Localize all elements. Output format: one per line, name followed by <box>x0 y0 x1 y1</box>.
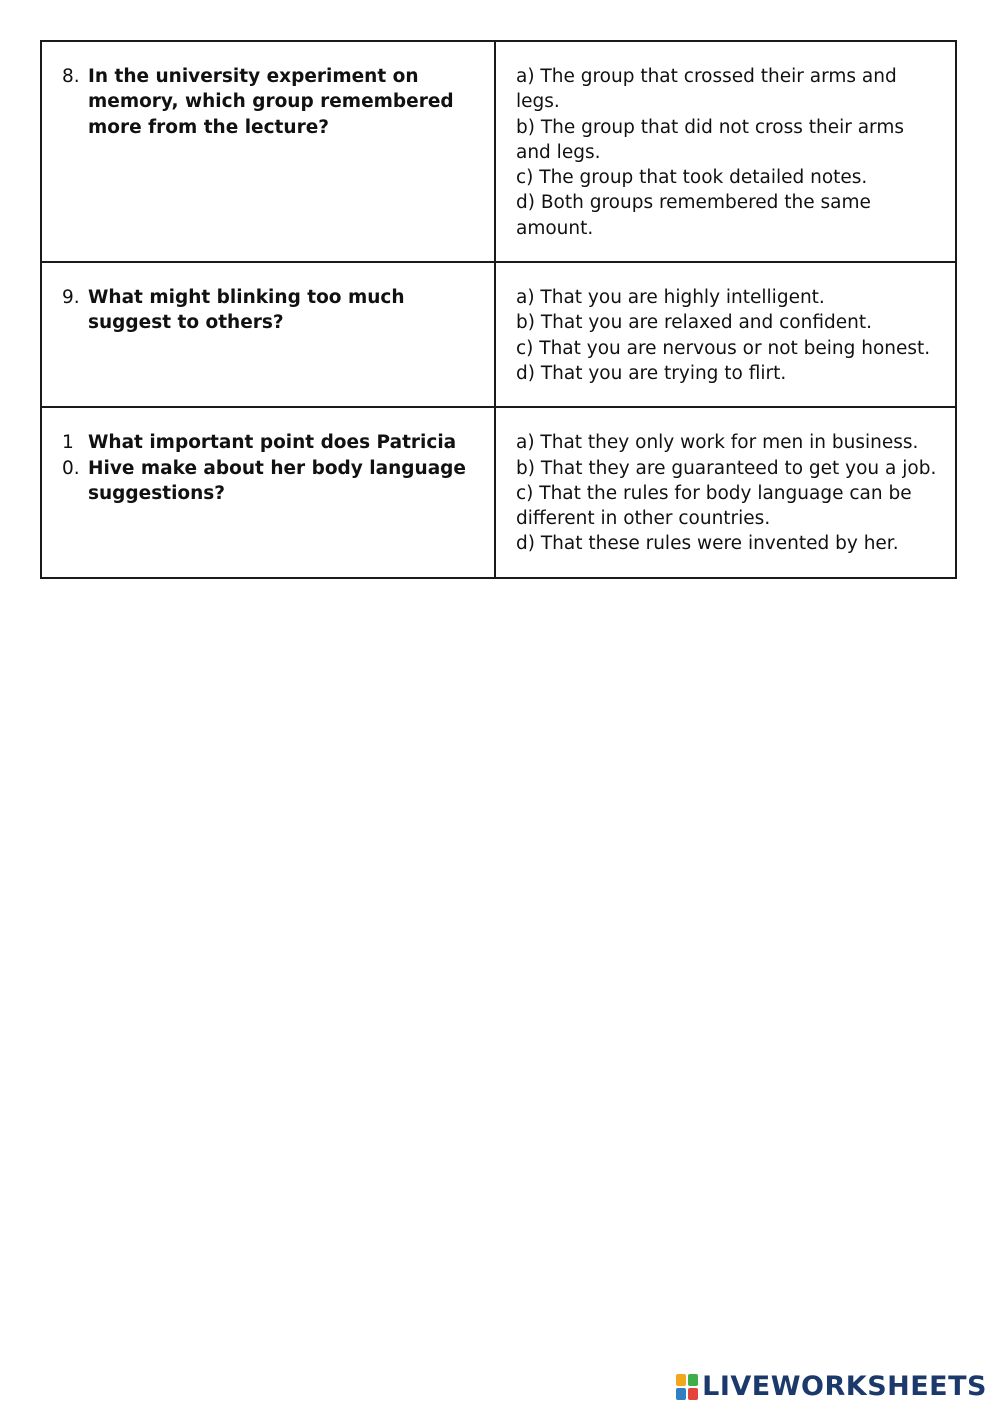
option-c[interactable]: c) That you are nervous or not being honest. <box>516 337 931 359</box>
logo-square <box>676 1374 686 1386</box>
question-row <box>41 41 956 262</box>
option-b[interactable]: b) The group that did not cross their arms and legs. <box>516 116 904 163</box>
options-cell <box>495 41 956 262</box>
brand-footer <box>676 1372 987 1402</box>
option-d[interactable]: d) That these rules were invented by her. <box>516 533 899 555</box>
logo-square <box>676 1388 686 1400</box>
question-number: 8. <box>62 66 80 87</box>
logo-square <box>688 1374 698 1386</box>
option-a[interactable]: a) That you are highly intelligent. <box>516 287 825 309</box>
option-b[interactable]: b) That they are guaranteed to get you a job. <box>516 457 937 479</box>
question-cell <box>41 407 495 577</box>
option-d[interactable]: d) That you are trying to flirt. <box>516 362 787 384</box>
option-c[interactable]: c) That the rules for body language can be different in other countries. <box>516 482 912 530</box>
question-number: 9. <box>62 287 80 309</box>
question-row <box>41 407 956 577</box>
options-cell <box>495 262 956 407</box>
question-row <box>41 262 956 407</box>
question-table <box>40 40 957 579</box>
option-d[interactable]: d) Both groups remembered the same amount. <box>516 192 871 239</box>
liveworksheets-logo-icon <box>676 1374 698 1400</box>
question-text: What might blinking too much suggest to others? <box>88 287 405 334</box>
brand-name: LIVEWORKSHEETS <box>702 1371 987 1402</box>
option-b[interactable]: b) That you are relaxed and confident. <box>516 312 872 334</box>
options-cell <box>495 407 956 577</box>
logo-square <box>688 1388 698 1400</box>
option-c[interactable]: c) The group that took detailed notes. <box>516 167 868 189</box>
question-text: In the university experiment on memory, which group remembered more from the lecture? <box>88 66 454 138</box>
option-a[interactable]: a) That they only work for men in business. <box>516 432 919 454</box>
question-number: 1 0. <box>62 432 80 479</box>
question-cell <box>41 262 495 407</box>
option-a[interactable]: a) The group that crossed their arms and legs. <box>516 66 897 113</box>
question-cell <box>41 41 495 262</box>
question-text: What important point does Patricia Hive make about her body language suggestions? <box>88 432 466 504</box>
